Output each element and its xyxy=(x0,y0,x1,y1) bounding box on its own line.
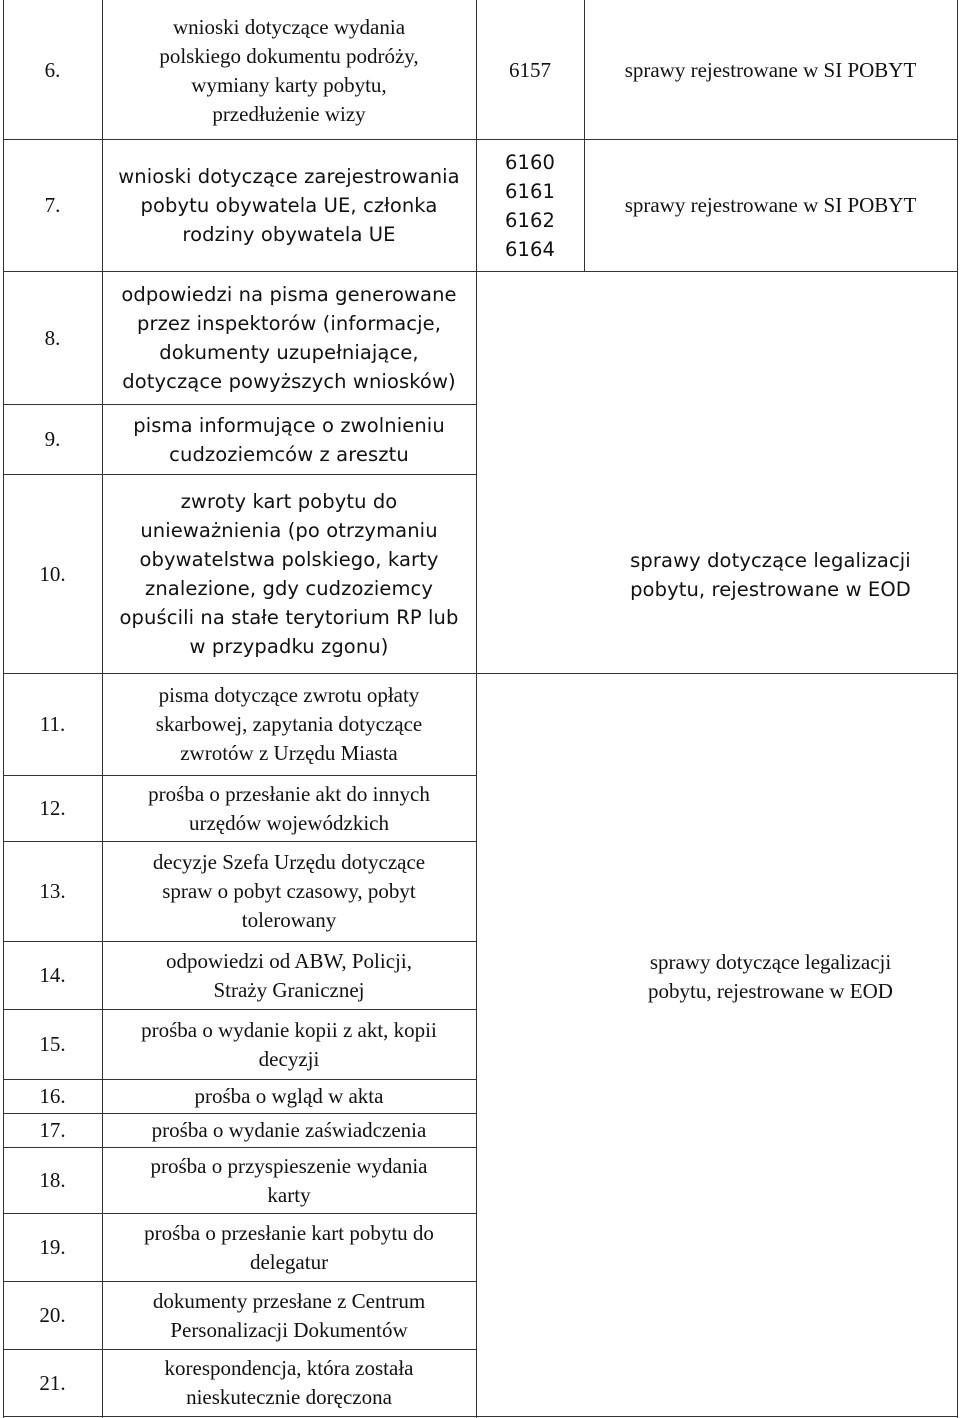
row-number: 16. xyxy=(39,1084,66,1108)
row-description: prośba o wydanie zaświadczenia xyxy=(151,1118,427,1142)
row-number: 19. xyxy=(39,1235,66,1259)
row-description: prośba o przesłanie kart pobytu do delegatur xyxy=(144,1220,434,1274)
row-description: odpowiedzi na pisma generowane przez inspektorów (informacje, dokumenty uzupełniające, dotyczące powyższych wniosków) xyxy=(121,283,457,393)
table-border-bottom xyxy=(3,1416,958,1417)
group-note: sprawy dotyczące legalizacji pobytu, rejestrowane w EOD xyxy=(630,549,911,601)
row-number: 20. xyxy=(39,1303,66,1327)
row-description: prośba o wydanie kopii z akt, kopii decyzji xyxy=(141,1017,437,1071)
row-number: 18. xyxy=(39,1168,66,1192)
row-number: 8. xyxy=(44,325,61,350)
row-description: wnioski dotyczące wydania polskiego dokumentu podróży, wymiany karty pobytu, przedłużenie wizy xyxy=(159,14,419,126)
row-number: 6. xyxy=(44,58,61,82)
row-description: pisma informujące o zwolnieniu cudzoziemców z aresztu xyxy=(133,413,445,466)
row-code: 6157 xyxy=(509,58,551,82)
row-number: 14. xyxy=(39,963,66,987)
row-number: 21. xyxy=(39,1370,66,1395)
row-code: 6160 6161 6162 6164 xyxy=(504,150,556,261)
row-description: zwroty kart pobytu do unieważnienia (po otrzymaniu obywatelstwa polskiego, karty znalezione, gdy cudzoziemcy opuścili na stałe terytorium RP lub w przypadku zgonu) xyxy=(119,490,459,658)
row-description: decyzje Szefa Urzędu dotyczące spraw o pobyt czasowy, pobyt tolerowany xyxy=(152,850,426,932)
row-number: 12. xyxy=(39,796,66,820)
row-number: 10. xyxy=(39,561,66,586)
row-description: korespondencja, która została nieskutecznie doręczona xyxy=(164,1356,414,1409)
row-description: prośba o przesłanie akt do innych urzędów wojewódzkich xyxy=(148,781,430,835)
row-description: prośba o wgląd w akta xyxy=(194,1084,384,1108)
row-number: 13. xyxy=(39,879,66,903)
row-note: sprawy rejestrowane w SI POBYT xyxy=(624,58,917,82)
row-note: sprawy rejestrowane w SI POBYT xyxy=(624,193,917,217)
row-description: dokumenty przesłane z Centrum Personalizacji Dokumentów xyxy=(152,1288,426,1342)
row-description: wnioski dotyczące zarejestrowania pobytu obywatela UE, członka rodziny obywatela UE xyxy=(118,165,460,246)
group-note: sprawy dotyczące legalizacji pobytu, rejestrowane w EOD xyxy=(648,950,893,1003)
row-number: 17. xyxy=(39,1118,66,1142)
row-number: 15. xyxy=(39,1032,66,1056)
row-description: pisma dotyczące zwrotu opłaty skarbowej, zapytania dotyczące zwrotów z Urzędu Miasta xyxy=(155,683,423,765)
table-border-right xyxy=(957,0,958,1418)
row-description: prośba o przyspieszenie wydania karty xyxy=(150,1153,428,1207)
row-number: 7. xyxy=(44,193,61,217)
row-description: odpowiedzi od ABW, Policji, Straży Granicznej xyxy=(166,948,412,1002)
row-number: 11. xyxy=(39,712,66,736)
row-number: 9. xyxy=(44,427,61,451)
